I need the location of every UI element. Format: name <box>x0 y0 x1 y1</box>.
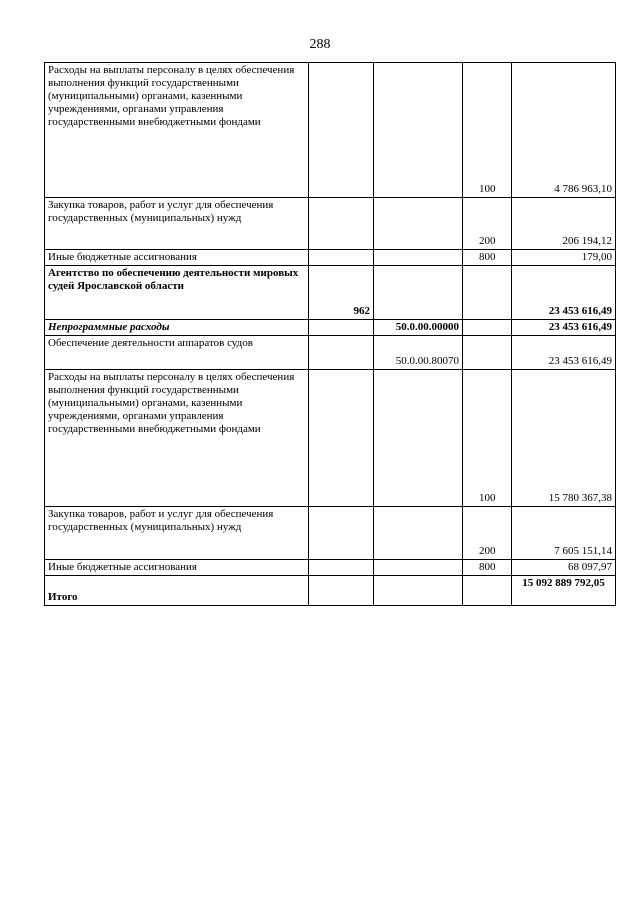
row-cs: 50.0.00.00000 <box>374 320 463 336</box>
row-vr <box>463 336 512 370</box>
row-vr: 200 <box>463 198 512 250</box>
row-vr: 100 <box>463 63 512 198</box>
row-vr: 100 <box>463 370 512 507</box>
empty-cell <box>309 576 374 606</box>
total-label: Итого <box>45 576 309 606</box>
table-row <box>45 560 616 576</box>
row-ved <box>309 370 374 507</box>
row-name: Иные бюджетные ассигнования <box>45 560 309 576</box>
row-vr <box>463 320 512 336</box>
row-sum: 4 786 963,10 <box>512 63 616 198</box>
table-row <box>45 320 616 336</box>
empty-cell <box>463 576 512 606</box>
row-ved: 962 <box>309 266 374 320</box>
table-row <box>45 370 616 507</box>
row-sum: 23 453 616,49 <box>512 336 616 370</box>
row-cs <box>374 198 463 250</box>
row-name: Агентство по обеспечению деятельности мировых судей Ярославской области <box>45 266 309 320</box>
row-ved <box>309 560 374 576</box>
row-sum: 15 780 367,38 <box>512 370 616 507</box>
budget-table <box>44 62 616 606</box>
row-vr: 800 <box>463 560 512 576</box>
row-sum: 179,00 <box>512 250 616 266</box>
row-cs <box>374 63 463 198</box>
row-name: Непрограммные расходы <box>45 320 309 336</box>
row-vr: 800 <box>463 250 512 266</box>
total-row <box>45 576 616 606</box>
table-row <box>45 250 616 266</box>
table-row <box>45 198 616 250</box>
row-cs <box>374 250 463 266</box>
row-ved <box>309 198 374 250</box>
row-cs: 50.0.00.80070 <box>374 336 463 370</box>
row-sum: 68 097,97 <box>512 560 616 576</box>
row-cs <box>374 560 463 576</box>
row-sum: 206 194,12 <box>512 198 616 250</box>
row-vr <box>463 266 512 320</box>
row-vr: 200 <box>463 507 512 560</box>
total-sum: 15 092 889 792,05 <box>512 576 616 606</box>
row-cs <box>374 266 463 320</box>
row-name: Обеспечение деятельности аппаратов судов <box>45 336 309 370</box>
row-sum: 7 605 151,14 <box>512 507 616 560</box>
row-name: Закупка товаров, работ и услуг для обеспечения государственных (муниципальных) нужд <box>45 507 309 560</box>
table-row <box>45 336 616 370</box>
row-name: Иные бюджетные ассигнования <box>45 250 309 266</box>
row-sum: 23 453 616,49 <box>512 266 616 320</box>
row-ved <box>309 507 374 560</box>
row-ved <box>309 320 374 336</box>
page-number: 288 <box>309 37 331 52</box>
row-cs <box>374 507 463 560</box>
row-ved <box>309 63 374 198</box>
row-sum: 23 453 616,49 <box>512 320 616 336</box>
row-name: Расходы на выплаты персоналу в целях обеспечения выполнения функций государственными (муниципальными) органами, казенными учреждениями, органами управления государственными внебюджетными фондами <box>45 63 309 198</box>
table-row <box>45 507 616 560</box>
row-ved <box>309 336 374 370</box>
table-row <box>45 266 616 320</box>
table-row <box>45 63 616 198</box>
row-name: Закупка товаров, работ и услуг для обеспечения государственных (муниципальных) нужд <box>45 198 309 250</box>
empty-cell <box>374 576 463 606</box>
row-cs <box>374 370 463 507</box>
row-name: Расходы на выплаты персоналу в целях обеспечения выполнения функций государственными (муниципальными) органами, казенными учреждениями, органами управления государственными внебюджетными фондами <box>45 370 309 507</box>
row-ved <box>309 250 374 266</box>
